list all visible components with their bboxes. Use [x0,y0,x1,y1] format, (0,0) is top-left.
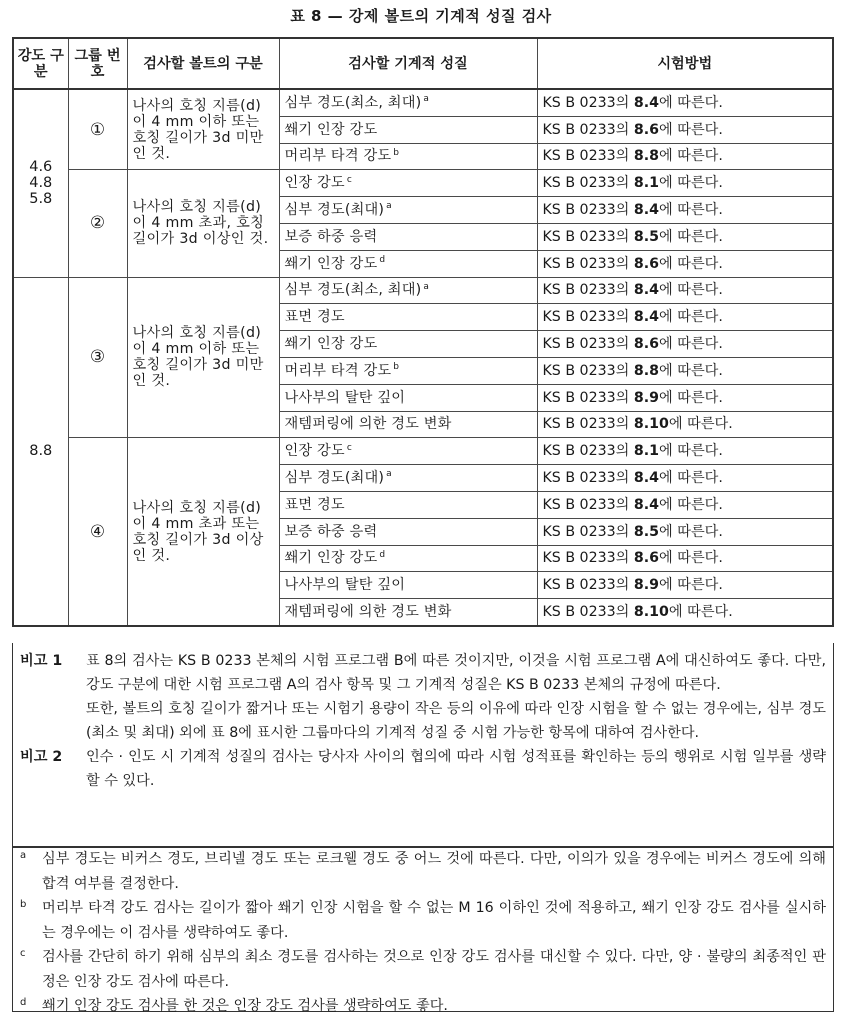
method-clause: 8.6 [633,255,660,272]
property-cell [279,411,537,438]
method-clause: 8.8 [633,362,660,379]
method-suffix: 에 따른다. [659,496,723,513]
method-ref: KS B 0233의 [542,496,634,513]
method-suffix: 에 따른다. [668,604,733,621]
property-cell [279,277,537,304]
method-cell [537,545,833,572]
remark-2 [20,745,826,793]
method-ref: KS B 0233의 [542,550,634,567]
method-clause: 8.4 [633,309,660,326]
remark-paragraph: 표 8의 검사는 KS B 0233 본체의 시험 프로그램 B에 따른 것이지만, 이것을 시험 프로그램 A에 대신하여도 좋다. 다만, 강도 구분에 대한 시험 프로그램 A의 검사 항목 및 그 기계적 성질은 KS B 0233 본체의 규정에 따른다. [86,653,826,693]
property-text: 나사부의 탈탄 깊이 [284,389,406,406]
method-clause: 8.4 [633,282,660,299]
method-ref: KS B 0233의 [542,228,634,245]
header-bolt: 검사할 볼트의 구분 [127,38,279,89]
method-ref: KS B 0233의 [542,577,634,594]
bolt-description-cell: 나사의 호칭 지름(d)이 4 mm 이하 또는 호칭 길이가 3d 미만인 것. [127,277,279,438]
method-ref: KS B 0233의 [542,336,634,353]
footnote-ref: c [346,442,352,453]
method-cell [537,518,833,545]
method-ref: KS B 0233의 [542,121,634,138]
method-cell [537,170,833,197]
method-suffix: 에 따른다. [659,255,723,272]
method-clause: 8.4 [633,470,660,487]
table-row [13,89,833,116]
footnote-mark: a [20,850,27,861]
header-row [13,38,833,89]
method-ref: KS B 0233의 [542,282,634,299]
method-cell [537,331,833,358]
method-clause: 8.1 [633,443,660,460]
property-cell [279,143,537,170]
method-cell [537,572,833,599]
property-cell [279,170,537,197]
method-clause: 8.4 [633,202,660,219]
method-cell [537,223,833,250]
method-suffix: 에 따른다. [659,336,723,353]
bolt-description-cell: 나사의 호칭 지름(d)이 4 mm 이하 또는 호칭 길이가 3d 미만인 것. [127,89,279,170]
footnote-ref: d [379,254,386,265]
table-row [13,170,833,197]
footnotes-section [12,846,834,1012]
group-number-cell: ② [68,170,127,277]
method-clause: 8.5 [633,523,660,540]
strength-class-cell: 8.8 [13,277,68,626]
footnote-ref: a [423,281,430,292]
method-clause: 8.6 [633,550,660,567]
property-text: 재템퍼링에 의한 경도 변화 [284,604,452,621]
property-text: 쐐기 인장 강도 [284,550,378,567]
property-cell [279,250,537,277]
method-suffix: 에 따른다. [659,94,723,111]
property-cell [279,331,537,358]
property-text: 인장 강도 [284,443,345,460]
method-ref: KS B 0233의 [542,202,634,219]
method-ref: KS B 0233의 [542,389,634,406]
method-clause: 8.8 [633,148,660,165]
property-cell [279,545,537,572]
method-suffix: 에 따른다. [659,148,723,165]
property-text: 표면 경도 [284,496,345,513]
method-cell [537,116,833,143]
property-cell [279,304,537,331]
method-cell [537,599,833,626]
method-ref: KS B 0233의 [542,255,634,272]
table-title: 표 8 — 강제 볼트의 기계적 성질 검사 [290,7,552,25]
bolt-description-cell: 나사의 호칭 지름(d)이 4 mm 초과 또는 호칭 길이가 3d 이상인 것. [127,438,279,626]
method-ref: KS B 0233의 [542,309,634,326]
method-ref: KS B 0233의 [542,443,634,460]
method-cell [537,357,833,384]
remark-label: 비고 1 [20,653,63,669]
table-row [13,438,833,465]
method-clause: 8.10 [633,416,669,433]
method-clause: 8.5 [633,228,660,245]
property-cell [279,491,537,518]
method-suffix: 에 따른다. [659,389,723,406]
property-cell [279,384,537,411]
method-suffix: 에 따른다. [659,228,723,245]
remark-paragraph: 또한, 볼트의 호칭 길이가 짧거나 또는 시험기 용량이 작은 등의 이유에 따라 인장 시험을 할 수 없는 경우에는, 심부 경도(최소 및 최대) 외에 표 8에 표시한 그룹마다의 기계적 성질 중 시험 가능한 항목에 대하여 검사한다. [86,701,826,741]
footnote-text: 머리부 타격 강도 검사는 길이가 짧아 쐐기 인장 시험을 할 수 없는 M 16 이하인 것에 적용하고, 쐐기 인장 강도 검사를 실시하는 경우에는 이 검사를 생략하여도 좋다. [42,900,826,941]
footnote-ref: a [386,469,392,480]
property-text: 심부 경도(최대) [284,202,385,219]
method-ref: KS B 0233의 [542,94,634,111]
method-cell [537,277,833,304]
property-cell [279,438,537,465]
method-suffix: 에 따른다. [659,309,723,326]
method-cell [537,411,833,438]
method-cell [537,250,833,277]
method-clause: 8.6 [633,121,660,138]
property-text: 표면 경도 [284,309,345,326]
property-cell [279,223,537,250]
footnote-a [20,847,826,896]
method-clause: 8.10 [633,604,669,621]
method-suffix: 에 따른다. [659,470,723,487]
footnote-ref: a [423,94,430,105]
header-group: 그룹 번호 [68,38,127,89]
remark-1 [20,649,826,745]
footnote-ref: d [379,549,386,560]
method-clause: 8.1 [633,175,660,192]
footnote-text: 쐐기 인장 강도 검사를 한 것은 인장 강도 검사를 생략하여도 좋다. [42,998,448,1014]
footnote-b [20,896,826,945]
footnote-d [20,994,826,1019]
method-suffix: 에 따른다. [659,443,723,460]
footnote-mark: d [20,997,27,1008]
method-clause: 8.9 [633,389,660,406]
method-ref: KS B 0233의 [542,416,634,433]
footnote-mark: c [20,948,26,959]
method-cell [537,384,833,411]
method-cell [537,465,833,492]
property-cell [279,116,537,143]
method-clause: 8.9 [633,577,660,594]
footnote-text: 검사를 간단히 하기 위해 심부의 최소 경도를 검사하는 것으로 인장 강도 검사를 대신할 수 있다. 다만, 양 · 불량의 최종적인 판정은 인장 강도 검사에 따른다. [42,949,826,990]
method-ref: KS B 0233의 [542,604,634,621]
inspection-table [12,37,834,627]
header-method: 시험방법 [537,38,833,89]
property-text: 쐐기 인장 강도 [284,336,378,353]
footnote-ref: c [346,174,352,185]
property-text: 보증 하중 응력 [284,523,378,540]
method-suffix: 에 따른다. [659,362,723,379]
method-cell [537,438,833,465]
method-ref: KS B 0233의 [542,470,634,487]
footnote-text: 심부 경도는 비커스 경도, 브리넬 경도 또는 로크웰 경도 중 어느 것에 따른다. 다만, 이의가 있을 경우에는 비커스 경도에 의해 합격 여부를 결정한다. [42,851,826,892]
footnote-mark: b [20,899,27,910]
remarks-section [12,643,834,848]
method-suffix: 에 따른다. [659,577,723,594]
bolt-description-cell: 나사의 호칭 지름(d)이 4 mm 초과, 호칭 길이가 3d 이상인 것. [127,170,279,277]
property-cell [279,518,537,545]
method-ref: KS B 0233의 [542,362,634,379]
method-suffix: 에 따른다. [659,202,723,219]
method-suffix: 에 따른다. [659,121,723,138]
property-cell [279,599,537,626]
method-cell [537,197,833,224]
property-cell [279,572,537,599]
remark-paragraph: 인수 · 인도 시 기계적 성질의 검사는 당사자 사이의 협의에 따라 시험 성적표를 확인하는 등의 행위로 시험 일부를 생략할 수 있다. [86,749,826,789]
header-property: 검사할 기계적 성질 [279,38,537,89]
property-text: 쐐기 인장 강도 [284,255,378,272]
footnote-ref: a [386,201,392,212]
strength-class-cell: 4.6 4.8 5.8 [13,89,68,277]
property-cell [279,357,537,384]
property-text: 보증 하중 응력 [284,228,378,245]
method-cell [537,491,833,518]
method-clause: 8.4 [633,94,660,111]
property-text: 쐐기 인장 강도 [284,121,378,138]
property-cell [279,89,537,116]
method-suffix: 에 따른다. [659,282,723,299]
method-suffix: 에 따른다. [659,523,723,540]
method-cell [537,143,833,170]
method-cell [537,304,833,331]
property-text: 심부 경도(최소, 최대) [284,282,422,299]
group-number-cell: ④ [68,438,127,626]
method-ref: KS B 0233의 [542,175,634,192]
property-text: 머리부 타격 강도 [284,362,392,379]
property-text: 머리부 타격 강도 [284,148,392,165]
method-suffix: 에 따른다. [659,550,723,567]
method-ref: KS B 0233의 [542,523,634,540]
property-text: 나사부의 탈탄 깊이 [284,577,406,594]
group-number-cell: ③ [68,277,127,438]
method-clause: 8.6 [633,336,660,353]
property-cell [279,197,537,224]
remark-label: 비고 2 [20,749,63,765]
property-text: 재템퍼링에 의한 경도 변화 [284,416,452,433]
property-text: 심부 경도(최소, 최대) [284,94,422,111]
group-number-cell: ① [68,89,127,170]
method-ref: KS B 0233의 [542,148,634,165]
footnote-c [20,945,826,994]
property-text: 심부 경도(최대) [284,470,385,487]
footnote-ref: b [393,362,400,373]
method-suffix: 에 따른다. [659,175,723,192]
header-strength: 강도 구분 [13,38,68,89]
method-suffix: 에 따른다. [668,416,733,433]
method-cell [537,89,833,116]
footnote-ref: b [393,147,400,158]
table-row [13,277,833,304]
property-text: 인장 강도 [284,175,345,192]
method-clause: 8.4 [633,496,660,513]
property-cell [279,465,537,492]
